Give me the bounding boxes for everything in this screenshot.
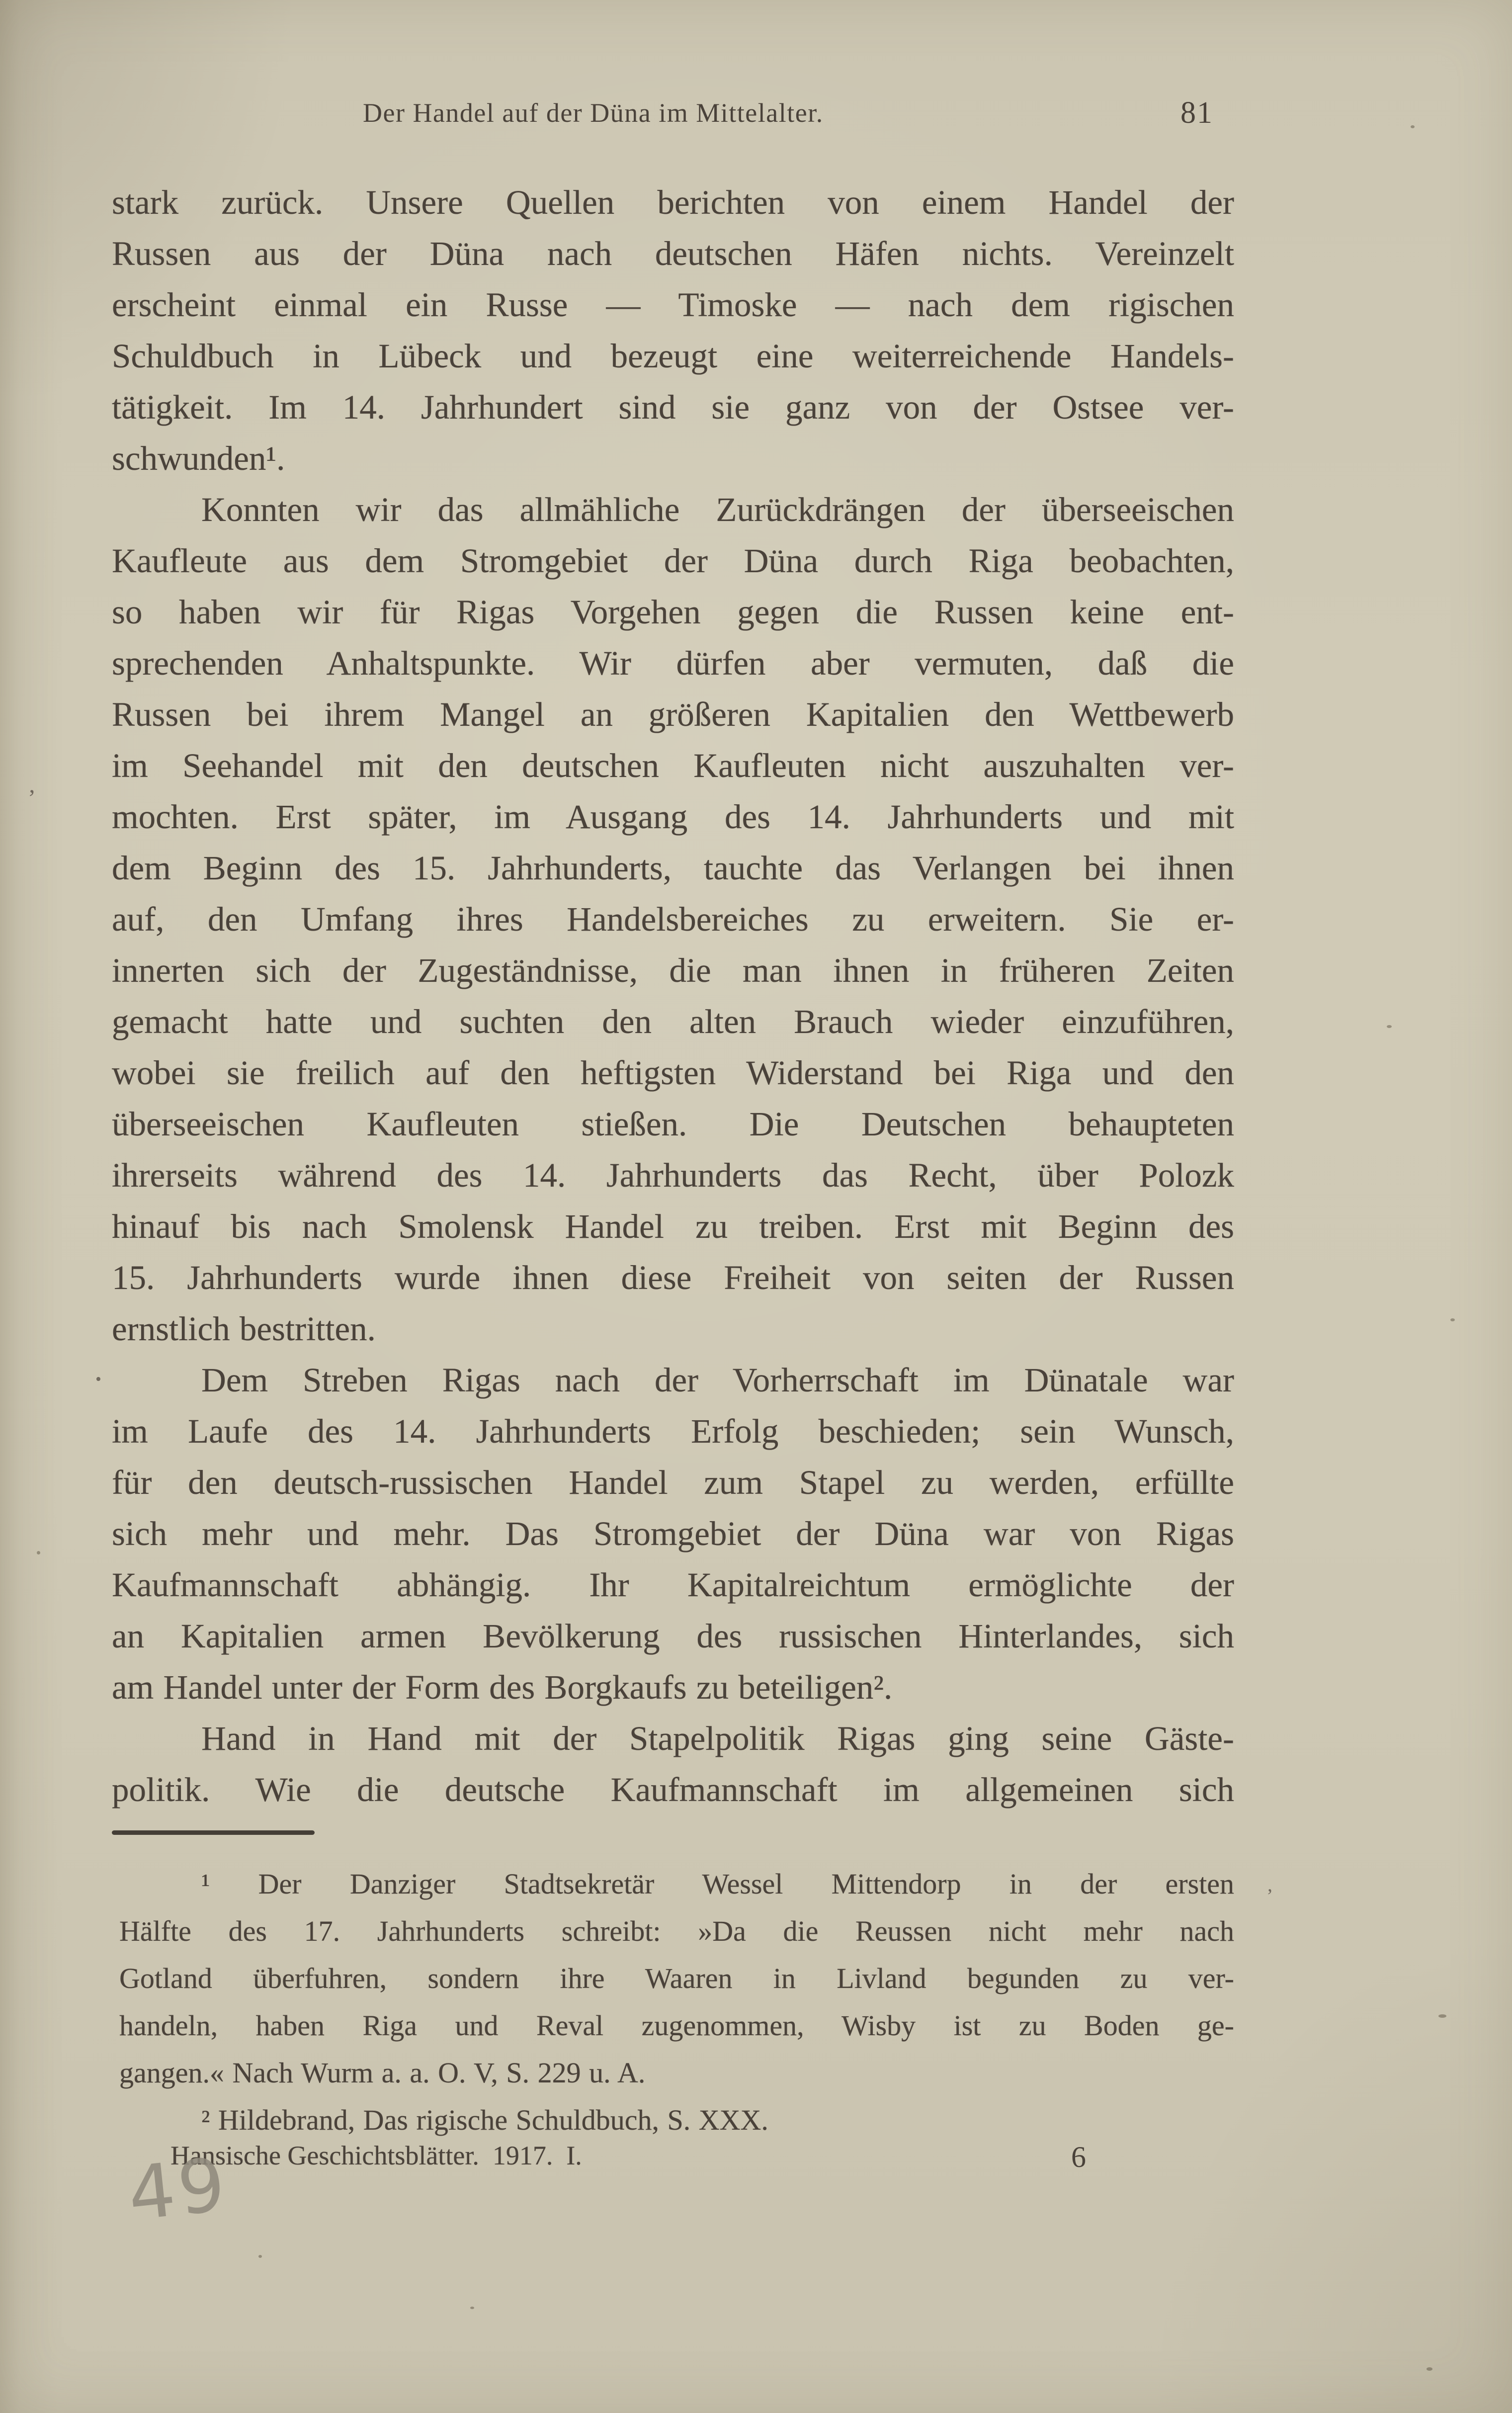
text-line: gangen.« Nach Wurm a. a. O. V, S. 229 u. A. (119, 2057, 646, 2089)
text-line: Hand in Hand mit der Stapelpolitik Rigas ging seine Gäste- (201, 1720, 1234, 1757)
paper-speck (470, 2307, 474, 2309)
paper-speck (258, 2255, 262, 2258)
text-line: ernstlich bestritten. (112, 1310, 376, 1348)
text-line: für den deutsch-russischen Handel zum Stapel zu werden, erfüllte (112, 1464, 1234, 1501)
text-line: mochten. Erst später, im Ausgang des 14. Jahrhunderts und mit (112, 798, 1234, 836)
text-line: erscheint einmal ein Russe — Timoske — nach dem rigischen (112, 286, 1234, 324)
text-line: überseeischen Kaufleuten stießen. Die Deutschen behaupteten (112, 1105, 1234, 1143)
text-line: innerten sich der Zugeständnisse, die man ihnen in früheren Zeiten (112, 951, 1234, 989)
paragraph (112, 177, 1234, 484)
text-line: ihrerseits während des 14. Jahrhunderts das Recht, über Polozk (112, 1156, 1234, 1194)
series-imprint: Hansische Geschichtsblätter. 1917. I. (170, 2141, 582, 2170)
text-line: Kaufleute aus dem Stromgebiet der Düna durch Riga beobachten, (112, 542, 1234, 580)
text-line: dem Beginn des 15. Jahrhunderts, tauchte das Verlangen bei ihnen (112, 849, 1234, 887)
text-line: Konnten wir das allmähliche Zurückdrängen der überseeischen (201, 491, 1234, 528)
sheet-number: 6 (1071, 2141, 1086, 2173)
text-line: im Seehandel mit den deutschen Kaufleuten nicht auszuhalten ver- (112, 747, 1234, 784)
text-line: stark zurück. Unsere Quellen berichten von einem Handel der (112, 183, 1234, 221)
paper-speck (1450, 1318, 1455, 1321)
body-text (112, 177, 1234, 1815)
handwritten-page-number: 49 (124, 2142, 232, 2237)
text-line: politik. Wie die deutsche Kaufmannschaft im allgemeinen sich (112, 1771, 1234, 1809)
text-line: ¹ Der Danziger Stadtsekretär Wessel Mittendorp in der ersten (201, 1868, 1234, 1900)
imprint-line (119, 2140, 1234, 2171)
paper-speck (1427, 2367, 1432, 2371)
page-number: 81 (1180, 96, 1213, 130)
text-line: Russen aus der Düna nach deutschen Häfen nichts. Vereinzelt (112, 235, 1234, 272)
paragraph (119, 1860, 1234, 2096)
text-line: am Handel unter der Form des Borgkaufs zu beteiligen². (112, 1668, 893, 1706)
text-line: tätigkeit. Im 14. Jahrhundert sind sie ganz von der Ostsee ver- (112, 388, 1234, 426)
footnote-separator-rule (112, 1830, 315, 1835)
text-line: an Kapitalien armen Bevölkerung des russischen Hinterlandes, sich (112, 1617, 1234, 1655)
text-line: hinauf bis nach Smolensk Handel zu treiben. Erst mit Beginn des (112, 1207, 1234, 1245)
text-line: 15. Jahrhunderts wurde ihnen diese Freiheit von seiten der Russen (112, 1259, 1234, 1296)
paragraph (112, 1355, 1234, 1713)
running-head (112, 97, 1234, 142)
paper-speck (1411, 125, 1415, 128)
paragraph (112, 1713, 1234, 1815)
paper-speck (1387, 1025, 1392, 1028)
text-line: so haben wir für Rigas Vorgehen gegen die Russen keine ent- (112, 593, 1234, 631)
text-line: Dem Streben Rigas nach der Vorherrschaft im Dünatale war (201, 1361, 1234, 1399)
text-line: auf, den Umfang ihres Handelsbereiches zu erweitern. Sie er- (112, 900, 1234, 938)
paragraph (112, 484, 1234, 1355)
text-line: Kaufmannschaft abhängig. Ihr Kapitalreichtum ermöglichte der (112, 1566, 1234, 1604)
text-line: schwunden¹. (112, 439, 285, 477)
text-line: Russen bei ihrem Mangel an größeren Kapitalien den Wettbewerb (112, 695, 1234, 733)
text-line: sprechenden Anhaltspunkte. Wir dürfen aber vermuten, daß die (112, 644, 1234, 682)
running-title: Der Handel auf der Düna im Mittelalter. (363, 98, 824, 128)
footnotes (119, 1860, 1234, 2144)
text-line: ² Hildebrand, Das rigische Schuldbuch, S. XXX. (201, 2104, 768, 2136)
paper-speck (37, 1551, 40, 1554)
paragraph (119, 2096, 1234, 2144)
text-line: Gotland überfuhren, sondern ihre Waaren in Livland begunden zu ver- (119, 1962, 1234, 1994)
text-line: im Laufe des 14. Jahrhunderts Erfolg beschieden; sein Wunsch, (112, 1412, 1234, 1450)
text-line: sich mehr und mehr. Das Stromgebiet der Düna war von Rigas (112, 1515, 1234, 1552)
text-line: handeln, haben Riga und Reval zugenommen, Wisby ist zu Boden ge- (119, 2009, 1234, 2042)
text-line: Schuldbuch in Lübeck und bezeugt eine weiterreichende Handels- (112, 337, 1234, 375)
text-line: wobei sie freilich auf den heftigsten Widerstand bei Riga und den (112, 1054, 1234, 1092)
text-line: Hälfte des 17. Jahrhunderts schreibt: »Da die Reussen nicht mehr nach (119, 1915, 1234, 1947)
text-line: gemacht hatte und suchten den alten Brauch wieder einzuführen, (112, 1003, 1234, 1040)
stray-mark: ’ (1266, 1885, 1273, 1907)
paper-speck (1438, 2014, 1446, 2018)
stray-mark: ’ (28, 785, 36, 811)
stray-mark: • (95, 1370, 101, 1388)
